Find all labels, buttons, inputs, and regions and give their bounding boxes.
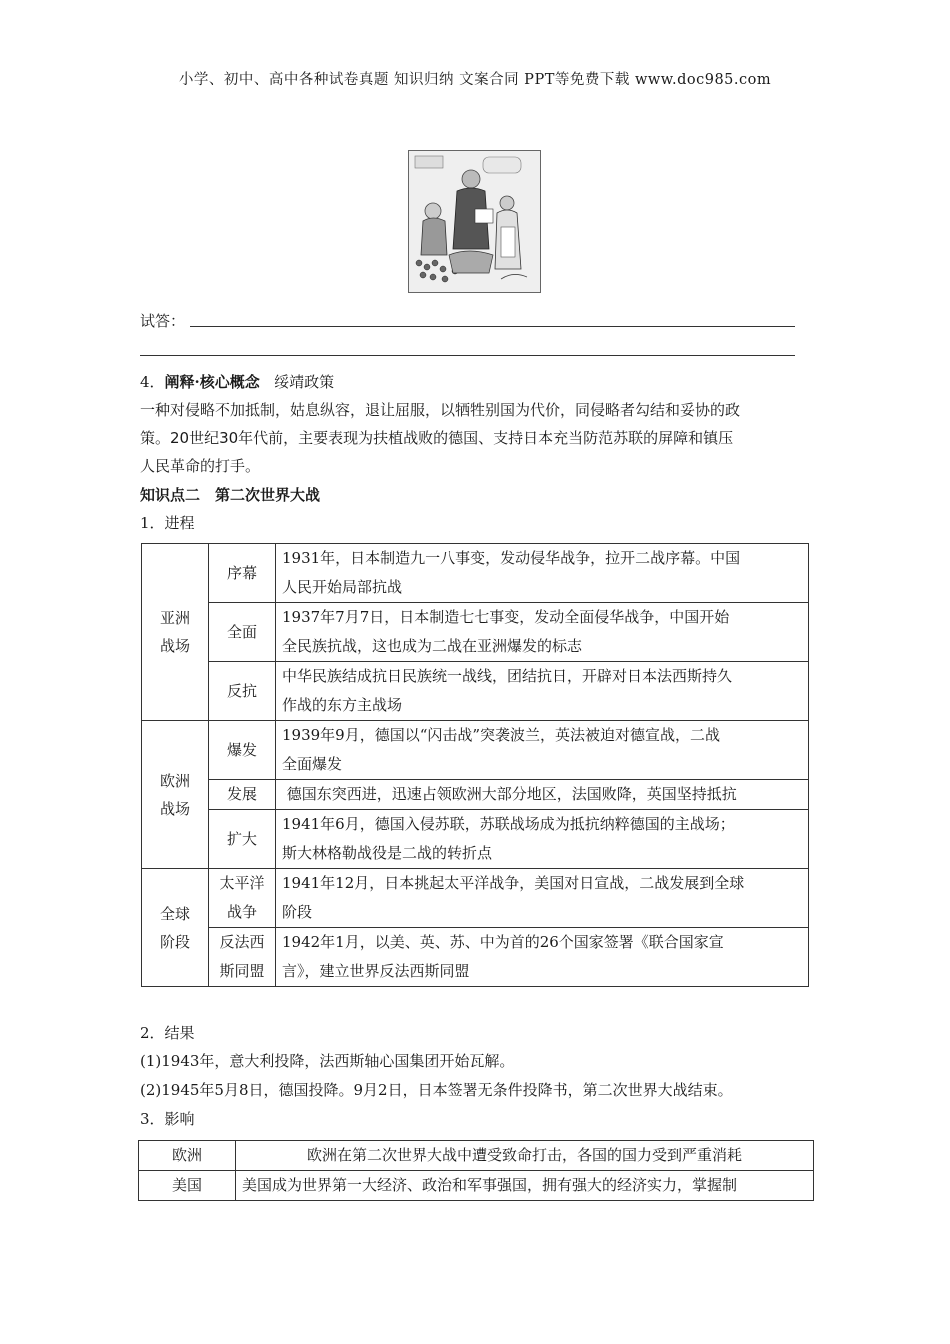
impact-title: 3．影响 <box>140 1110 195 1128</box>
desc-cell: 1937年7月7日，日本制造七七事变，发动全面侵华战争，中国开始 全民族抗战，这也成为二战在亚洲爆发的标志 <box>276 603 809 662</box>
table-row <box>142 810 809 869</box>
table-row <box>139 1171 814 1201</box>
table-row <box>142 780 809 810</box>
desc-cell: 1941年6月，德国入侵苏联，苏联战场成为抵抗纳粹德国的主战场； 斯大林格勒战役是二战的转折点 <box>276 810 809 869</box>
sub-cell: 太平洋 战争 <box>209 869 276 928</box>
sub-cell: 扩大 <box>209 810 276 869</box>
page-header: 小学、初中、高中各种试卷真题 知识归纳 文案合同 PPT等免费下载 www.doc985.com <box>178 72 772 88</box>
progress-table <box>141 543 809 987</box>
impact-cell: 美国成为世界第一大经济、政治和军事强国，拥有强大的经济实力，掌握制 <box>236 1171 814 1201</box>
sub-cell: 反抗 <box>209 662 276 721</box>
desc-cell: 中华民族结成抗日民族统一战线，团结抗日，开辟对日本法西斯持久 作战的东方主战场 <box>276 662 809 721</box>
desc-cell: 1939年9月，德国以“闪击战”突袭波兰，英法被迫对德宣战，二战 全面爆发 <box>276 721 809 780</box>
table-row <box>142 662 809 721</box>
table-row <box>142 721 809 780</box>
concept-heading <box>140 368 812 396</box>
table-row <box>142 603 809 662</box>
result-item-1: (1)1943年，意大利投降，法西斯轴心国集团开始瓦解。 <box>140 1052 515 1070</box>
table-row <box>139 1141 814 1171</box>
concept-term: 绥靖政策 <box>274 373 335 391</box>
category-cell: 亚洲 战场 <box>142 544 209 721</box>
concept-line-3: 人民革命的打手。 <box>140 457 261 475</box>
political-cartoon-image <box>408 150 541 293</box>
desc-cell: 德国东突西进，迅速占领欧洲大部分地区，法国败降，英国坚持抵抗 <box>276 780 809 810</box>
concept-heading-bold: 阐释·核心概念 <box>164 373 260 391</box>
table-row <box>142 928 809 987</box>
concept-line-2: 策。20世纪30年代前，主要表现为扶植战败的德国、支持日本充当防范苏联的屏障和镇压 <box>140 429 734 447</box>
sub-cell: 爆发 <box>209 721 276 780</box>
category-cell: 欧洲 战场 <box>142 721 209 869</box>
category-cell: 全球 阶段 <box>142 869 209 987</box>
desc-cell: 1942年1月，以美、英、苏、中为首的26个国家签署《联合国家宣 言》，建立世界反法西斯同盟 <box>276 928 809 987</box>
region-cell: 欧洲 <box>139 1141 236 1171</box>
sub-cell: 序幕 <box>209 544 276 603</box>
sub-cell: 反法西 斯同盟 <box>209 928 276 987</box>
table-row <box>142 544 809 603</box>
concept-heading-number: 4． <box>140 373 165 391</box>
progress-title: 1．进程 <box>140 514 195 532</box>
table-row <box>142 869 809 928</box>
result-title: 2．结果 <box>140 1024 195 1042</box>
concept-line-1: 一种对侵略不加抵制，姑息纵容，退让屈服，以牺牲别国为代价，同侵略者勾结和妥协的政 <box>140 401 741 419</box>
desc-cell: 1941年12月，日本挑起太平洋战争，美国对日宣战，二战发展到全球 阶段 <box>276 869 809 928</box>
region-cell: 美国 <box>139 1171 236 1201</box>
knowledge-point-title: 知识点二 第二次世界大战 <box>140 486 321 504</box>
impact-table <box>138 1140 814 1201</box>
concept-body <box>140 396 812 480</box>
result-item-2: (2)1945年5月8日，德国投降。9月2日，日本签署无条件投降书，第二次世界大战结束。 <box>140 1081 733 1099</box>
desc-cell: 1931年，日本制造九一八事变，发动侵华战争，拉开二战序幕。中国 人民开始局部抗战 <box>276 544 809 603</box>
answer-label: 试答： <box>140 312 186 330</box>
answer-blank-1 <box>190 326 795 327</box>
sub-cell: 发展 <box>209 780 276 810</box>
answer-blank-2 <box>140 355 795 356</box>
sub-cell: 全面 <box>209 603 276 662</box>
impact-cell: 欧洲在第二次世界大战中遭受致命打击，各国的国力受到严重消耗 <box>236 1141 814 1171</box>
